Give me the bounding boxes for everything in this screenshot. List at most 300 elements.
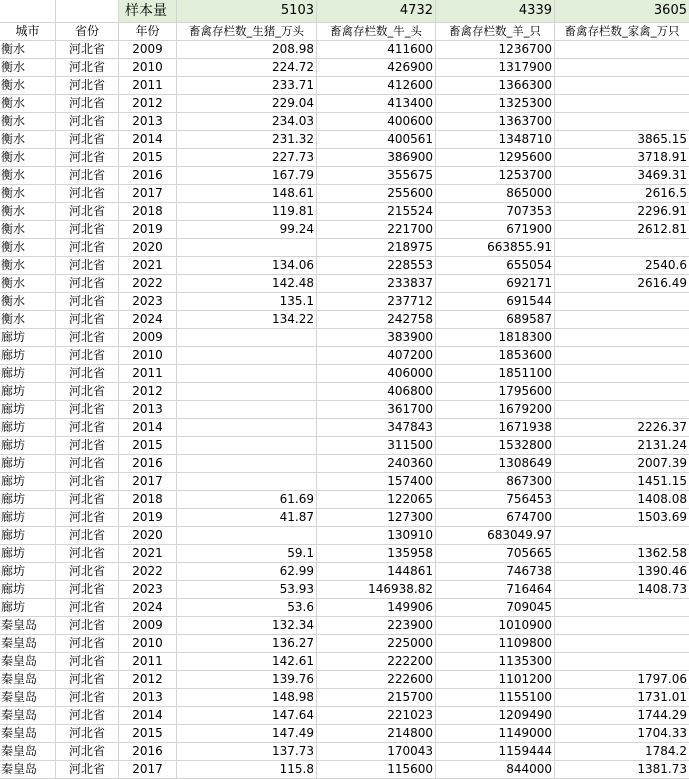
year-cell[interactable]: 2014 [119,131,177,148]
pig-cell[interactable] [177,419,317,436]
sheep-cell[interactable]: 1159444 [436,743,555,760]
city-cell[interactable]: 廊坊 [0,401,56,418]
cattle-cell[interactable]: 170043 [317,743,436,760]
province-cell[interactable]: 河北省 [56,401,119,418]
province-cell[interactable]: 河北省 [56,275,119,292]
poultry-cell[interactable]: 1362.58 [637,546,687,560]
sheep-cell[interactable]: 1532800 [436,437,555,454]
province-cell[interactable]: 河北省 [56,725,119,742]
poultry-cell[interactable]: 1390.46 [637,564,687,578]
city-cell[interactable]: 廊坊 [0,365,56,382]
province-cell[interactable]: 河北省 [56,293,119,310]
pig-cell[interactable] [177,527,317,544]
year-cell[interactable]: 2019 [119,221,177,238]
year-cell[interactable]: 2010 [119,59,177,76]
cattle-cell[interactable]: 115600 [317,761,436,778]
year-cell[interactable]: 2024 [119,311,177,328]
empty-cell[interactable] [0,0,56,22]
pig-cell[interactable] [177,455,317,472]
sheep-cell[interactable]: 867300 [436,473,555,490]
city-cell[interactable]: 廊坊 [0,473,56,490]
poultry-cell[interactable]: 1503.69 [637,510,687,524]
poultry-cell[interactable]: 1408.73 [637,582,687,596]
pig-cell[interactable] [177,329,317,346]
sheep-cell[interactable]: 1851100 [436,365,555,382]
province-cell[interactable]: 河北省 [56,509,119,526]
city-cell[interactable]: 廊坊 [0,563,56,580]
city-cell[interactable]: 秦皇岛 [0,635,56,652]
province-cell[interactable]: 河北省 [56,221,119,238]
province-cell[interactable]: 河北省 [56,311,119,328]
pig-cell[interactable]: 139.76 [177,671,317,688]
pig-cell[interactable] [177,401,317,418]
cattle-cell[interactable]: 157400 [317,473,436,490]
pig-cell[interactable]: 148.98 [177,689,317,706]
province-cell[interactable]: 河北省 [56,59,119,76]
cattle-cell[interactable]: 135958 [317,545,436,562]
cattle-cell[interactable]: 222600 [317,671,436,688]
sample-size-sheep[interactable]: 4339 [436,0,555,22]
cattle-cell[interactable]: 311500 [317,437,436,454]
city-cell[interactable]: 衡水 [0,167,56,184]
poultry-cell[interactable] [555,239,689,256]
poultry-cell[interactable] [555,41,689,58]
cattle-cell[interactable]: 355675 [317,167,436,184]
sheep-cell[interactable]: 1795600 [436,383,555,400]
sheep-cell[interactable]: 707353 [436,203,555,220]
cattle-cell[interactable]: 221023 [317,707,436,724]
year-cell[interactable]: 2024 [119,599,177,616]
sheep-cell[interactable]: 709045 [436,599,555,616]
city-cell[interactable]: 廊坊 [0,527,56,544]
year-cell[interactable]: 2013 [119,401,177,418]
province-cell[interactable]: 河北省 [56,185,119,202]
sheep-cell[interactable]: 1209490 [436,707,555,724]
year-cell[interactable]: 2011 [119,365,177,382]
cattle-cell[interactable]: 386900 [317,149,436,166]
city-cell[interactable]: 衡水 [0,149,56,166]
province-cell[interactable]: 河北省 [56,149,119,166]
sheep-cell[interactable]: 655054 [436,257,555,274]
city-cell[interactable]: 衡水 [0,239,56,256]
sheep-cell[interactable]: 705665 [436,545,555,562]
sheep-cell[interactable]: 1363700 [436,113,555,130]
province-cell[interactable]: 河北省 [56,707,119,724]
poultry-cell[interactable]: 2296.91 [637,204,687,218]
cattle-cell[interactable]: 144861 [317,563,436,580]
city-cell[interactable]: 廊坊 [0,581,56,598]
sample-size-cattle[interactable]: 4732 [317,0,436,22]
poultry-cell[interactable]: 1704.33 [637,726,687,740]
pig-cell[interactable]: 233.71 [177,77,317,94]
city-cell[interactable]: 廊坊 [0,599,56,616]
pig-cell[interactable]: 137.73 [177,743,317,760]
year-cell[interactable]: 2015 [119,149,177,166]
pig-cell[interactable]: 119.81 [177,203,317,220]
cattle-cell[interactable]: 222200 [317,653,436,670]
sheep-cell[interactable]: 663855.91 [436,239,555,256]
city-cell[interactable]: 衡水 [0,113,56,130]
year-cell[interactable]: 2012 [119,383,177,400]
cattle-cell[interactable]: 242758 [317,311,436,328]
sheep-cell[interactable]: 844000 [436,761,555,778]
sheep-cell[interactable]: 1317900 [436,59,555,76]
cattle-cell[interactable]: 426900 [317,59,436,76]
city-cell[interactable]: 衡水 [0,203,56,220]
cattle-cell[interactable]: 233837 [317,275,436,292]
poultry-cell[interactable] [555,59,689,76]
sheep-cell[interactable]: 1671938 [436,419,555,436]
province-cell[interactable]: 河北省 [56,77,119,94]
sheep-cell[interactable]: 1135300 [436,653,555,670]
pig-cell[interactable]: 59.1 [177,545,317,562]
city-cell[interactable]: 秦皇岛 [0,689,56,706]
province-cell[interactable]: 河北省 [56,41,119,58]
province-cell[interactable]: 河北省 [56,239,119,256]
province-cell[interactable]: 河北省 [56,581,119,598]
cattle-cell[interactable]: 237712 [317,293,436,310]
header-cattle[interactable]: 畜禽存栏数_牛_头 [317,23,436,40]
poultry-cell[interactable]: 2616.5 [645,186,687,200]
sample-size-poultry[interactable]: 3605 [555,0,689,22]
pig-cell[interactable]: 41.87 [177,509,317,526]
province-cell[interactable]: 河北省 [56,167,119,184]
sheep-cell[interactable]: 692171 [436,275,555,292]
cattle-cell[interactable]: 225000 [317,635,436,652]
cattle-cell[interactable]: 255600 [317,185,436,202]
poultry-cell[interactable]: 2616.49 [637,276,687,290]
province-cell[interactable]: 河北省 [56,203,119,220]
city-cell[interactable]: 廊坊 [0,347,56,364]
year-cell[interactable]: 2010 [119,635,177,652]
empty-cell[interactable] [56,0,119,22]
cattle-cell[interactable]: 406800 [317,383,436,400]
pig-cell[interactable]: 136.27 [177,635,317,652]
province-cell[interactable]: 河北省 [56,635,119,652]
pig-cell[interactable]: 234.03 [177,113,317,130]
year-cell[interactable]: 2021 [119,545,177,562]
header-year[interactable]: 年份 [119,23,177,40]
city-cell[interactable]: 衡水 [0,185,56,202]
poultry-cell[interactable]: 2612.81 [637,222,687,236]
header-poultry[interactable]: 畜禽存栏数_家禽_万只 [564,24,680,38]
poultry-cell[interactable] [555,401,689,418]
year-cell[interactable]: 2009 [119,329,177,346]
province-cell[interactable]: 河北省 [56,545,119,562]
cattle-cell[interactable]: 400561 [317,131,436,148]
poultry-cell[interactable]: 1381.73 [637,762,687,776]
pig-cell[interactable]: 231.32 [177,131,317,148]
header-sheep[interactable]: 畜禽存栏数_羊_只 [436,23,555,40]
pig-cell[interactable]: 142.48 [177,275,317,292]
sheep-cell[interactable]: 691544 [436,293,555,310]
sheep-cell[interactable]: 671900 [436,221,555,238]
pig-cell[interactable] [177,473,317,490]
cattle-cell[interactable]: 214800 [317,725,436,742]
sheep-cell[interactable]: 1109800 [436,635,555,652]
province-cell[interactable]: 河北省 [56,761,119,778]
city-cell[interactable]: 衡水 [0,77,56,94]
year-cell[interactable]: 2019 [119,509,177,526]
poultry-cell[interactable]: 1451.15 [637,474,687,488]
poultry-cell[interactable]: 1408.08 [637,492,687,506]
province-cell[interactable]: 河北省 [56,347,119,364]
year-cell[interactable]: 2014 [119,707,177,724]
city-cell[interactable]: 秦皇岛 [0,743,56,760]
province-cell[interactable]: 河北省 [56,599,119,616]
city-cell[interactable]: 秦皇岛 [0,761,56,778]
sheep-cell[interactable]: 746738 [436,563,555,580]
province-cell[interactable]: 河北省 [56,131,119,148]
city-cell[interactable]: 衡水 [0,95,56,112]
pig-cell[interactable]: 167.79 [177,167,317,184]
cattle-cell[interactable]: 406000 [317,365,436,382]
pig-cell[interactable] [177,347,317,364]
pig-cell[interactable]: 134.22 [177,311,317,328]
poultry-cell[interactable] [555,635,689,652]
cattle-cell[interactable]: 122065 [317,491,436,508]
poultry-cell[interactable]: 1784.2 [645,744,687,758]
province-cell[interactable]: 河北省 [56,437,119,454]
city-cell[interactable]: 秦皇岛 [0,707,56,724]
cattle-cell[interactable]: 240360 [317,455,436,472]
sheep-cell[interactable]: 683049.97 [436,527,555,544]
sheep-cell[interactable]: 1149000 [436,725,555,742]
cattle-cell[interactable]: 223900 [317,617,436,634]
year-cell[interactable]: 2023 [119,293,177,310]
province-cell[interactable]: 河北省 [56,617,119,634]
city-cell[interactable]: 衡水 [0,293,56,310]
city-cell[interactable]: 衡水 [0,221,56,238]
province-cell[interactable]: 河北省 [56,563,119,580]
poultry-cell[interactable]: 3865.15 [637,132,687,146]
year-cell[interactable]: 2015 [119,725,177,742]
pig-cell[interactable]: 148.61 [177,185,317,202]
city-cell[interactable]: 廊坊 [0,437,56,454]
cattle-cell[interactable]: 411600 [317,41,436,58]
province-cell[interactable]: 河北省 [56,455,119,472]
city-cell[interactable]: 廊坊 [0,329,56,346]
sample-size-label[interactable]: 样本量 [119,0,177,22]
sheep-cell[interactable]: 756453 [436,491,555,508]
pig-cell[interactable]: 132.34 [177,617,317,634]
pig-cell[interactable]: 115.8 [177,761,317,778]
city-cell[interactable]: 廊坊 [0,455,56,472]
year-cell[interactable]: 2014 [119,419,177,436]
pig-cell[interactable] [177,365,317,382]
province-cell[interactable]: 河北省 [56,419,119,436]
cattle-cell[interactable]: 412600 [317,77,436,94]
cattle-cell[interactable]: 215700 [317,689,436,706]
poultry-cell[interactable] [555,599,689,616]
year-cell[interactable]: 2009 [119,617,177,634]
city-cell[interactable]: 衡水 [0,41,56,58]
pig-cell[interactable]: 229.04 [177,95,317,112]
poultry-cell[interactable]: 3469.31 [637,168,687,182]
sheep-cell[interactable]: 1155100 [436,689,555,706]
year-cell[interactable]: 2017 [119,473,177,490]
sheep-cell[interactable]: 1818300 [436,329,555,346]
cattle-cell[interactable]: 221700 [317,221,436,238]
province-cell[interactable]: 河北省 [56,671,119,688]
province-cell[interactable]: 河北省 [56,365,119,382]
poultry-cell[interactable] [555,653,689,670]
city-cell[interactable]: 秦皇岛 [0,725,56,742]
cattle-cell[interactable]: 413400 [317,95,436,112]
sheep-cell[interactable]: 1010900 [436,617,555,634]
pig-cell[interactable]: 224.72 [177,59,317,76]
city-cell[interactable]: 廊坊 [0,545,56,562]
sheep-cell[interactable]: 1101200 [436,671,555,688]
city-cell[interactable]: 衡水 [0,257,56,274]
cattle-cell[interactable]: 383900 [317,329,436,346]
province-cell[interactable]: 河北省 [56,527,119,544]
sheep-cell[interactable]: 1308649 [436,455,555,472]
sheep-cell[interactable]: 865000 [436,185,555,202]
poultry-cell[interactable]: 1797.06 [637,672,687,686]
cattle-cell[interactable]: 407200 [317,347,436,364]
cattle-cell[interactable]: 149906 [317,599,436,616]
year-cell[interactable]: 2020 [119,239,177,256]
sheep-cell[interactable]: 689587 [436,311,555,328]
poultry-cell[interactable]: 2226.37 [637,420,687,434]
sheep-cell[interactable]: 674700 [436,509,555,526]
sheep-cell[interactable]: 1679200 [436,401,555,418]
cattle-cell[interactable]: 127300 [317,509,436,526]
header-city[interactable]: 城市 [0,23,56,40]
pig-cell[interactable]: 142.61 [177,653,317,670]
pig-cell[interactable]: 53.6 [177,599,317,616]
year-cell[interactable]: 2021 [119,257,177,274]
year-cell[interactable]: 2011 [119,653,177,670]
pig-cell[interactable] [177,239,317,256]
city-cell[interactable]: 秦皇岛 [0,671,56,688]
poultry-cell[interactable]: 1731.01 [637,690,687,704]
city-cell[interactable]: 衡水 [0,275,56,292]
pig-cell[interactable]: 61.69 [177,491,317,508]
year-cell[interactable]: 2017 [119,185,177,202]
poultry-cell[interactable] [555,113,689,130]
province-cell[interactable]: 河北省 [56,257,119,274]
poultry-cell[interactable]: 2540.6 [645,258,687,272]
sheep-cell[interactable]: 716464 [436,581,555,598]
poultry-cell[interactable] [555,329,689,346]
poultry-cell[interactable]: 2131.24 [637,438,687,452]
pig-cell[interactable]: 53.93 [177,581,317,598]
sample-size-pig[interactable]: 5103 [177,0,317,22]
poultry-cell[interactable] [555,527,689,544]
year-cell[interactable]: 2015 [119,437,177,454]
poultry-cell[interactable] [555,383,689,400]
year-cell[interactable]: 2018 [119,491,177,508]
city-cell[interactable]: 衡水 [0,131,56,148]
pig-cell[interactable] [177,383,317,400]
cattle-cell[interactable]: 400600 [317,113,436,130]
cattle-cell[interactable]: 361700 [317,401,436,418]
poultry-cell[interactable] [555,77,689,94]
province-cell[interactable]: 河北省 [56,491,119,508]
city-cell[interactable]: 秦皇岛 [0,653,56,670]
city-cell[interactable]: 衡水 [0,311,56,328]
sheep-cell[interactable]: 1366300 [436,77,555,94]
year-cell[interactable]: 2010 [119,347,177,364]
province-cell[interactable]: 河北省 [56,473,119,490]
province-cell[interactable]: 河北省 [56,329,119,346]
pig-cell[interactable] [177,437,317,454]
poultry-cell[interactable] [555,365,689,382]
pig-cell[interactable]: 208.98 [177,41,317,58]
poultry-cell[interactable] [555,311,689,328]
province-cell[interactable]: 河北省 [56,653,119,670]
cattle-cell[interactable]: 146938.82 [317,581,436,598]
province-cell[interactable]: 河北省 [56,689,119,706]
poultry-cell[interactable] [555,95,689,112]
province-cell[interactable]: 河北省 [56,743,119,760]
city-cell[interactable]: 廊坊 [0,383,56,400]
cattle-cell[interactable]: 218975 [317,239,436,256]
year-cell[interactable]: 2022 [119,275,177,292]
cattle-cell[interactable]: 228553 [317,257,436,274]
pig-cell[interactable]: 99.24 [177,221,317,238]
year-cell[interactable]: 2018 [119,203,177,220]
cattle-cell[interactable]: 130910 [317,527,436,544]
poultry-cell[interactable] [555,347,689,364]
poultry-cell[interactable]: 3718.91 [637,150,687,164]
cattle-cell[interactable]: 347843 [317,419,436,436]
year-cell[interactable]: 2011 [119,77,177,94]
year-cell[interactable]: 2013 [119,689,177,706]
poultry-cell[interactable] [555,293,689,310]
sheep-cell[interactable]: 1348710 [436,131,555,148]
pig-cell[interactable]: 62.99 [177,563,317,580]
year-cell[interactable]: 2013 [119,113,177,130]
year-cell[interactable]: 2023 [119,581,177,598]
year-cell[interactable]: 2016 [119,455,177,472]
sheep-cell[interactable]: 1253700 [436,167,555,184]
pig-cell[interactable]: 147.64 [177,707,317,724]
province-cell[interactable]: 河北省 [56,113,119,130]
pig-cell[interactable]: 227.73 [177,149,317,166]
year-cell[interactable]: 2016 [119,743,177,760]
city-cell[interactable]: 廊坊 [0,419,56,436]
sheep-cell[interactable]: 1325300 [436,95,555,112]
year-cell[interactable]: 2009 [119,41,177,58]
pig-cell[interactable]: 135.1 [177,293,317,310]
header-province[interactable]: 省份 [56,23,119,40]
cattle-cell[interactable]: 215524 [317,203,436,220]
province-cell[interactable]: 河北省 [56,383,119,400]
year-cell[interactable]: 2012 [119,671,177,688]
poultry-cell[interactable]: 2007.39 [637,456,687,470]
city-cell[interactable]: 廊坊 [0,509,56,526]
poultry-cell[interactable] [555,617,689,634]
year-cell[interactable]: 2012 [119,95,177,112]
sheep-cell[interactable]: 1853600 [436,347,555,364]
pig-cell[interactable]: 147.49 [177,725,317,742]
province-cell[interactable]: 河北省 [56,95,119,112]
city-cell[interactable]: 廊坊 [0,491,56,508]
year-cell[interactable]: 2020 [119,527,177,544]
year-cell[interactable]: 2016 [119,167,177,184]
sheep-cell[interactable]: 1236700 [436,41,555,58]
year-cell[interactable]: 2022 [119,563,177,580]
sheep-cell[interactable]: 1295600 [436,149,555,166]
pig-cell[interactable]: 134.06 [177,257,317,274]
year-cell[interactable]: 2017 [119,761,177,778]
poultry-cell[interactable]: 1744.29 [637,708,687,722]
city-cell[interactable]: 衡水 [0,59,56,76]
header-pig[interactable]: 畜禽存栏数_生猪_万头 [177,23,317,40]
